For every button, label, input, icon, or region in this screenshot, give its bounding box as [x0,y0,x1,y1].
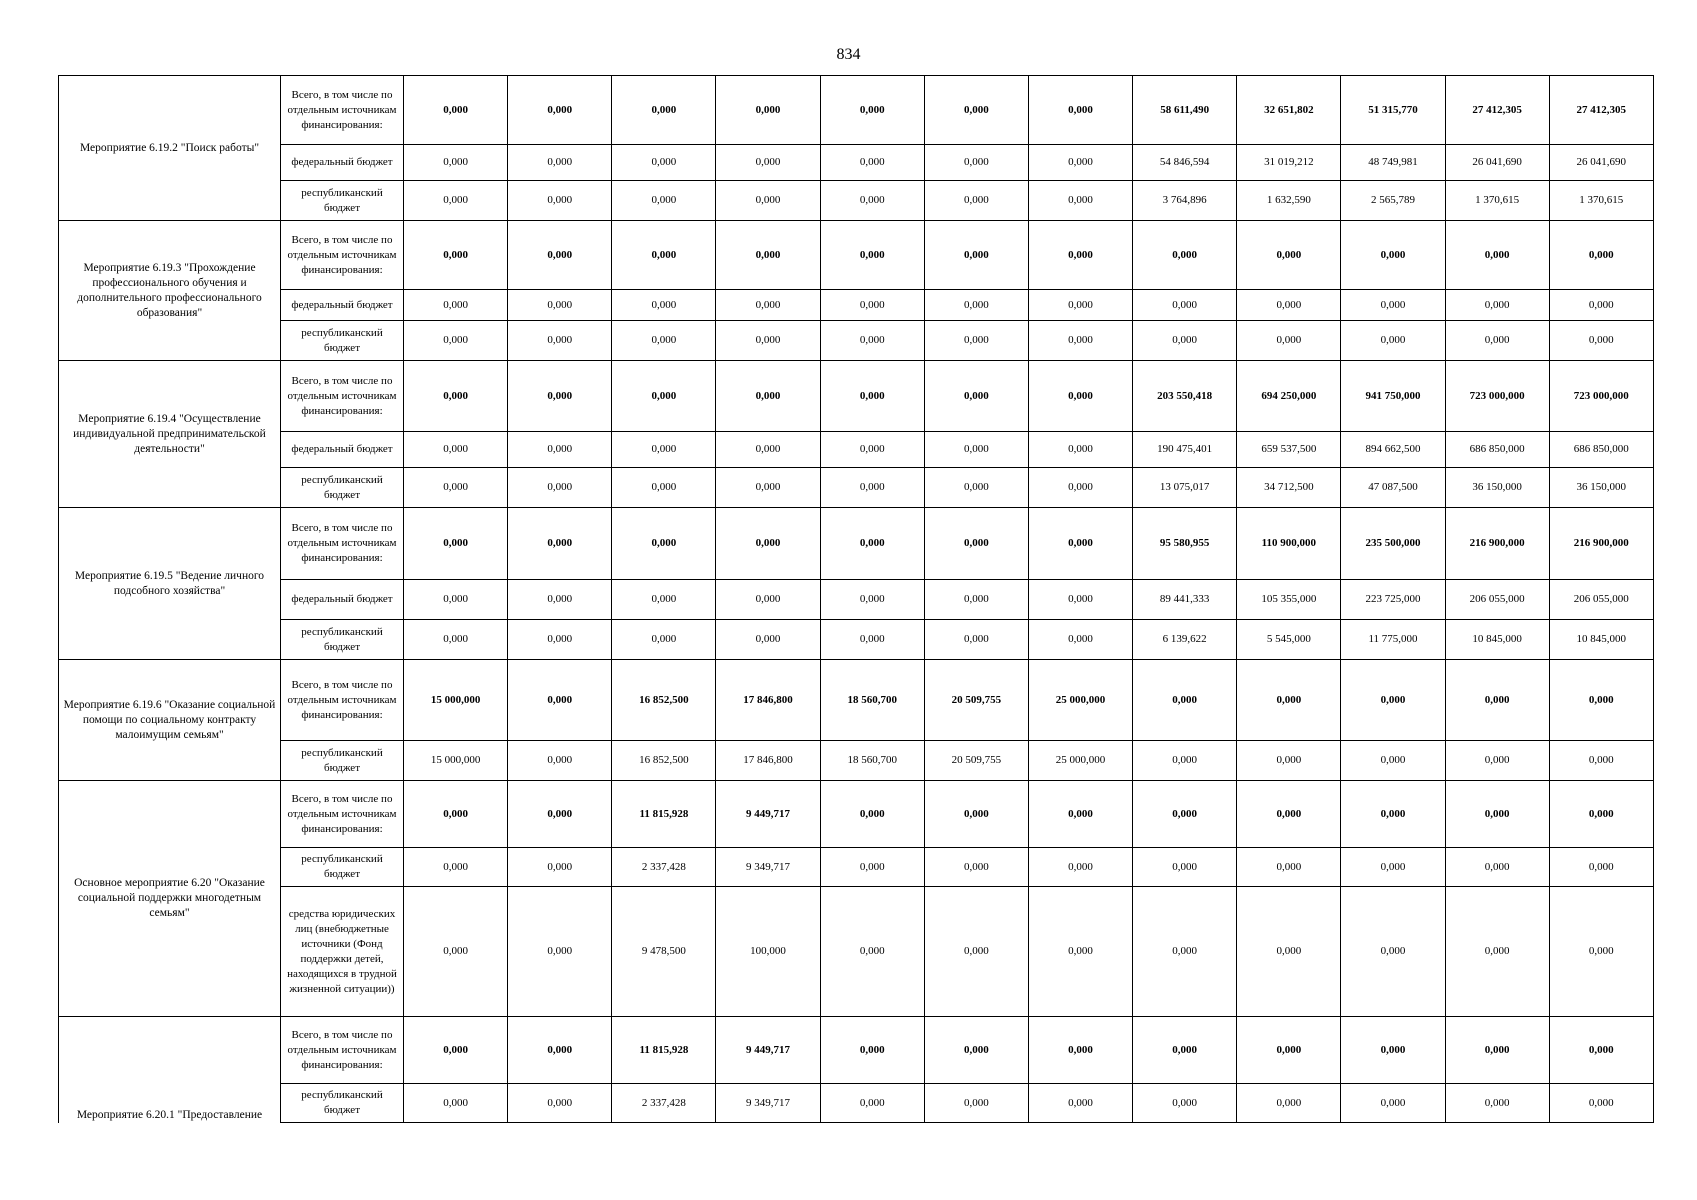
amount-cell: 0,000 [1341,848,1445,887]
amount-cell: 223 725,000 [1341,580,1445,620]
amount-cell: 0,000 [1133,848,1237,887]
amount-cell: 0,000 [1549,741,1653,781]
amount-cell: 0,000 [924,781,1028,848]
amount-cell: 0,000 [924,508,1028,580]
amount-cell: 0,000 [1028,1017,1132,1084]
amount-cell: 0,000 [716,361,820,432]
event-name-cell: Мероприятие 6.20.1 "Предоставление [59,1017,281,1123]
amount-cell: 0,000 [1028,1084,1132,1123]
amount-cell: 0,000 [1237,741,1341,781]
amount-cell: 32 651,802 [1237,76,1341,145]
funding-source-cell: Всего, в том числе по отдельным источникам финансирования: [281,660,404,741]
amount-cell: 894 662,500 [1341,432,1445,468]
amount-cell: 9 349,717 [716,1084,820,1123]
amount-cell: 0,000 [508,468,612,508]
amount-cell: 20 509,755 [924,660,1028,741]
amount-cell: 0,000 [1237,290,1341,321]
amount-cell: 0,000 [1133,660,1237,741]
amount-cell: 0,000 [820,221,924,290]
amount-cell: 34 712,500 [1237,468,1341,508]
funding-source-cell: Всего, в том числе по отдельным источникам финансирования: [281,508,404,580]
amount-cell: 0,000 [612,181,716,221]
amount-cell: 0,000 [1028,887,1132,1017]
amount-cell: 0,000 [508,1084,612,1123]
amount-cell: 0,000 [1445,741,1549,781]
amount-cell: 0,000 [1237,221,1341,290]
amount-cell: 20 509,755 [924,741,1028,781]
amount-cell: 11 815,928 [612,781,716,848]
amount-cell: 0,000 [508,660,612,741]
amount-cell: 190 475,401 [1133,432,1237,468]
amount-cell: 0,000 [924,145,1028,181]
amount-cell: 0,000 [716,620,820,660]
amount-cell: 0,000 [508,145,612,181]
amount-cell: 0,000 [508,781,612,848]
amount-cell: 0,000 [508,181,612,221]
amount-cell: 0,000 [924,580,1028,620]
amount-cell: 105 355,000 [1237,580,1341,620]
amount-cell: 203 550,418 [1133,361,1237,432]
event-name-cell: Мероприятие 6.19.2 "Поиск работы" [59,76,281,221]
amount-cell: 0,000 [404,887,508,1017]
amount-cell: 0,000 [612,620,716,660]
amount-cell: 0,000 [1237,1017,1341,1084]
financing-table [58,75,1654,1123]
table-row [59,1017,1654,1084]
amount-cell: 15 000,000 [404,660,508,741]
amount-cell: 0,000 [1028,468,1132,508]
amount-cell: 0,000 [924,887,1028,1017]
funding-source-cell: республиканский бюджет [281,741,404,781]
amount-cell: 0,000 [1341,741,1445,781]
amount-cell: 0,000 [1445,660,1549,741]
amount-cell: 0,000 [820,887,924,1017]
amount-cell: 5 545,000 [1237,620,1341,660]
amount-cell: 0,000 [1341,660,1445,741]
amount-cell: 0,000 [612,361,716,432]
amount-cell: 0,000 [1341,1084,1445,1123]
amount-cell: 0,000 [508,741,612,781]
amount-cell: 0,000 [1028,508,1132,580]
amount-cell: 0,000 [924,620,1028,660]
amount-cell: 0,000 [924,432,1028,468]
amount-cell: 0,000 [716,145,820,181]
amount-cell: 2 565,789 [1341,181,1445,221]
amount-cell: 36 150,000 [1445,468,1549,508]
amount-cell: 0,000 [1445,781,1549,848]
amount-cell: 0,000 [716,432,820,468]
amount-cell: 10 845,000 [1549,620,1653,660]
amount-cell: 0,000 [1549,321,1653,361]
amount-cell: 0,000 [612,290,716,321]
amount-cell: 27 412,305 [1549,76,1653,145]
amount-cell: 0,000 [404,321,508,361]
amount-cell: 0,000 [1237,781,1341,848]
amount-cell: 0,000 [612,321,716,361]
amount-cell: 0,000 [1549,887,1653,1017]
amount-cell: 0,000 [924,468,1028,508]
amount-cell: 0,000 [820,781,924,848]
amount-cell: 0,000 [404,580,508,620]
amount-cell: 1 370,615 [1445,181,1549,221]
table-row [59,221,1654,290]
amount-cell: 0,000 [508,321,612,361]
event-name-cell: Основное мероприятие 6.20 "Оказание социальной поддержки многодетным семьям" [59,781,281,1017]
amount-cell: 0,000 [1549,660,1653,741]
amount-cell: 0,000 [508,1017,612,1084]
amount-cell: 0,000 [1133,221,1237,290]
amount-cell: 0,000 [508,848,612,887]
amount-cell: 6 139,622 [1133,620,1237,660]
amount-cell: 0,000 [612,145,716,181]
amount-cell: 0,000 [820,76,924,145]
amount-cell: 0,000 [820,620,924,660]
amount-cell: 0,000 [1133,321,1237,361]
amount-cell: 0,000 [924,321,1028,361]
amount-cell: 0,000 [404,221,508,290]
amount-cell: 0,000 [404,781,508,848]
amount-cell: 47 087,500 [1341,468,1445,508]
funding-source-cell: федеральный бюджет [281,145,404,181]
amount-cell: 0,000 [1445,848,1549,887]
amount-cell: 0,000 [404,1084,508,1123]
amount-cell: 36 150,000 [1549,468,1653,508]
amount-cell: 31 019,212 [1237,145,1341,181]
amount-cell: 18 560,700 [820,741,924,781]
amount-cell: 0,000 [404,468,508,508]
table-row [59,781,1654,848]
amount-cell: 0,000 [1549,848,1653,887]
amount-cell: 95 580,955 [1133,508,1237,580]
amount-cell: 659 537,500 [1237,432,1341,468]
amount-cell: 0,000 [404,145,508,181]
amount-cell: 0,000 [1028,290,1132,321]
amount-cell: 0,000 [1237,660,1341,741]
page-number: 834 [836,46,861,63]
amount-cell: 48 749,981 [1341,145,1445,181]
amount-cell: 0,000 [612,76,716,145]
amount-cell: 0,000 [404,181,508,221]
amount-cell: 0,000 [404,848,508,887]
amount-cell: 17 846,800 [716,660,820,741]
table-row [59,361,1654,432]
amount-cell: 0,000 [612,221,716,290]
event-name-cell: Мероприятие 6.19.3 "Прохождение профессионального обучения и дополнительного профессионального образования" [59,221,281,361]
funding-source-cell: республиканский бюджет [281,181,404,221]
amount-cell: 0,000 [612,508,716,580]
amount-cell: 0,000 [1028,221,1132,290]
amount-cell: 0,000 [508,620,612,660]
amount-cell: 0,000 [1445,1084,1549,1123]
amount-cell: 0,000 [924,361,1028,432]
amount-cell: 0,000 [1341,781,1445,848]
amount-cell: 0,000 [1341,221,1445,290]
amount-cell: 0,000 [1133,1084,1237,1123]
amount-cell: 0,000 [508,580,612,620]
amount-cell: 9 349,717 [716,848,820,887]
amount-cell: 25 000,000 [1028,660,1132,741]
amount-cell: 0,000 [820,361,924,432]
amount-cell: 0,000 [404,361,508,432]
event-name-cell: Мероприятие 6.19.6 "Оказание социальной помощи по социальному контракту малоимущим семьям" [59,660,281,781]
amount-cell: 0,000 [404,1017,508,1084]
amount-cell: 0,000 [1445,290,1549,321]
amount-cell: 0,000 [1549,1084,1653,1123]
amount-cell: 0,000 [612,432,716,468]
funding-source-cell: республиканский бюджет [281,321,404,361]
amount-cell: 54 846,594 [1133,145,1237,181]
amount-cell: 3 764,896 [1133,181,1237,221]
funding-source-cell: республиканский бюджет [281,468,404,508]
amount-cell: 0,000 [716,290,820,321]
amount-cell: 0,000 [820,580,924,620]
amount-cell: 0,000 [1133,887,1237,1017]
amount-cell: 216 900,000 [1549,508,1653,580]
amount-cell: 110 900,000 [1237,508,1341,580]
amount-cell: 0,000 [404,76,508,145]
amount-cell: 0,000 [820,145,924,181]
amount-cell: 15 000,000 [404,741,508,781]
amount-cell: 9 449,717 [716,1017,820,1084]
table-row [59,1084,1654,1123]
amount-cell: 9 478,500 [612,887,716,1017]
amount-cell: 0,000 [716,508,820,580]
amount-cell: 16 852,500 [612,741,716,781]
amount-cell: 0,000 [1549,1017,1653,1084]
amount-cell: 0,000 [508,432,612,468]
amount-cell: 0,000 [716,76,820,145]
amount-cell: 17 846,800 [716,741,820,781]
table-row [59,321,1654,361]
amount-cell: 0,000 [1028,145,1132,181]
event-name-cell: Мероприятие 6.19.4 "Осуществление индивидуальной предпринимательской деятельности" [59,361,281,508]
amount-cell: 723 000,000 [1445,361,1549,432]
amount-cell: 206 055,000 [1445,580,1549,620]
amount-cell: 2 337,428 [612,1084,716,1123]
funding-source-cell: республиканский бюджет [281,848,404,887]
amount-cell: 0,000 [1341,321,1445,361]
amount-cell: 0,000 [1028,848,1132,887]
amount-cell: 0,000 [820,1084,924,1123]
amount-cell: 18 560,700 [820,660,924,741]
amount-cell: 0,000 [820,181,924,221]
amount-cell: 0,000 [924,221,1028,290]
table-row [59,848,1654,887]
amount-cell: 0,000 [820,1017,924,1084]
amount-cell: 13 075,017 [1133,468,1237,508]
amount-cell: 0,000 [1028,580,1132,620]
table-row [59,887,1654,1017]
amount-cell: 0,000 [508,290,612,321]
funding-source-cell: Всего, в том числе по отдельным источникам финансирования: [281,781,404,848]
amount-cell: 0,000 [1549,221,1653,290]
amount-cell: 0,000 [1445,221,1549,290]
funding-source-cell: Всего, в том числе по отдельным источникам финансирования: [281,221,404,290]
amount-cell: 0,000 [924,290,1028,321]
amount-cell: 0,000 [1549,781,1653,848]
amount-cell: 0,000 [1133,781,1237,848]
amount-cell: 0,000 [1028,321,1132,361]
amount-cell: 0,000 [1445,887,1549,1017]
amount-cell: 216 900,000 [1445,508,1549,580]
funding-source-cell: республиканский бюджет [281,1084,404,1123]
amount-cell: 0,000 [924,1084,1028,1123]
amount-cell: 0,000 [924,76,1028,145]
amount-cell: 235 500,000 [1341,508,1445,580]
amount-cell: 0,000 [1028,181,1132,221]
amount-cell: 1 370,615 [1549,181,1653,221]
amount-cell: 0,000 [1133,290,1237,321]
amount-cell: 0,000 [1237,887,1341,1017]
amount-cell: 89 441,333 [1133,580,1237,620]
amount-cell: 10 845,000 [1445,620,1549,660]
table-row [59,660,1654,741]
amount-cell: 0,000 [404,432,508,468]
amount-cell: 0,000 [924,848,1028,887]
amount-cell: 0,000 [1028,76,1132,145]
amount-cell: 0,000 [924,181,1028,221]
amount-cell: 0,000 [716,181,820,221]
funding-source-cell: средства юридических лиц (внебюджетные источники (Фонд поддержки детей, находящихся в трудной жизненной ситуации)) [281,887,404,1017]
amount-cell: 11 775,000 [1341,620,1445,660]
amount-cell: 0,000 [716,468,820,508]
amount-cell: 0,000 [508,508,612,580]
amount-cell: 0,000 [1133,1017,1237,1084]
table-row [59,432,1654,468]
amount-cell: 25 000,000 [1028,741,1132,781]
amount-cell: 9 449,717 [716,781,820,848]
amount-cell: 0,000 [1133,741,1237,781]
amount-cell: 100,000 [716,887,820,1017]
table-row [59,468,1654,508]
amount-cell: 0,000 [1237,848,1341,887]
amount-cell: 0,000 [404,508,508,580]
amount-cell: 0,000 [1028,432,1132,468]
amount-cell: 0,000 [820,508,924,580]
funding-source-cell: республиканский бюджет [281,620,404,660]
amount-cell: 1 632,590 [1237,181,1341,221]
amount-cell: 0,000 [612,468,716,508]
amount-cell: 27 412,305 [1445,76,1549,145]
amount-cell: 0,000 [1445,321,1549,361]
amount-cell: 0,000 [820,848,924,887]
amount-cell: 723 000,000 [1549,361,1653,432]
amount-cell: 686 850,000 [1445,432,1549,468]
amount-cell: 0,000 [508,76,612,145]
amount-cell: 0,000 [404,290,508,321]
amount-cell: 0,000 [820,290,924,321]
amount-cell: 0,000 [716,321,820,361]
funding-source-cell: Всего, в том числе по отдельным источникам финансирования: [281,1017,404,1084]
funding-source-cell: федеральный бюджет [281,432,404,468]
amount-cell: 0,000 [508,887,612,1017]
amount-cell: 11 815,928 [612,1017,716,1084]
funding-source-cell: Всего, в том числе по отдельным источникам финансирования: [281,361,404,432]
amount-cell: 0,000 [1237,321,1341,361]
financing-table-body [59,76,1654,1123]
amount-cell: 0,000 [716,221,820,290]
amount-cell: 0,000 [612,580,716,620]
table-row [59,580,1654,620]
amount-cell: 0,000 [1341,1017,1445,1084]
amount-cell: 0,000 [1549,290,1653,321]
amount-cell: 0,000 [820,432,924,468]
amount-cell: 0,000 [820,468,924,508]
amount-cell: 0,000 [1028,361,1132,432]
amount-cell: 58 611,490 [1133,76,1237,145]
amount-cell: 0,000 [508,221,612,290]
table-row [59,290,1654,321]
table-row [59,741,1654,781]
table-row [59,620,1654,660]
amount-cell: 206 055,000 [1549,580,1653,620]
funding-source-cell: федеральный бюджет [281,290,404,321]
amount-cell: 0,000 [1028,781,1132,848]
table-row [59,508,1654,580]
amount-cell: 686 850,000 [1549,432,1653,468]
amount-cell: 694 250,000 [1237,361,1341,432]
amount-cell: 26 041,690 [1445,145,1549,181]
amount-cell: 0,000 [716,580,820,620]
amount-cell: 0,000 [820,321,924,361]
amount-cell: 0,000 [1028,620,1132,660]
amount-cell: 0,000 [508,361,612,432]
funding-source-cell: федеральный бюджет [281,580,404,620]
amount-cell: 0,000 [1341,290,1445,321]
amount-cell: 16 852,500 [612,660,716,741]
amount-cell: 0,000 [1445,1017,1549,1084]
table-row [59,145,1654,181]
event-name-cell: Мероприятие 6.19.5 "Ведение личного подсобного хозяйства" [59,508,281,660]
funding-source-cell: Всего, в том числе по отдельным источникам финансирования: [281,76,404,145]
amount-cell: 51 315,770 [1341,76,1445,145]
amount-cell: 2 337,428 [612,848,716,887]
amount-cell: 941 750,000 [1341,361,1445,432]
amount-cell: 0,000 [1237,1084,1341,1123]
table-row [59,76,1654,145]
table-row [59,181,1654,221]
amount-cell: 0,000 [404,620,508,660]
amount-cell: 0,000 [924,1017,1028,1084]
amount-cell: 0,000 [1341,887,1445,1017]
amount-cell: 26 041,690 [1549,145,1653,181]
